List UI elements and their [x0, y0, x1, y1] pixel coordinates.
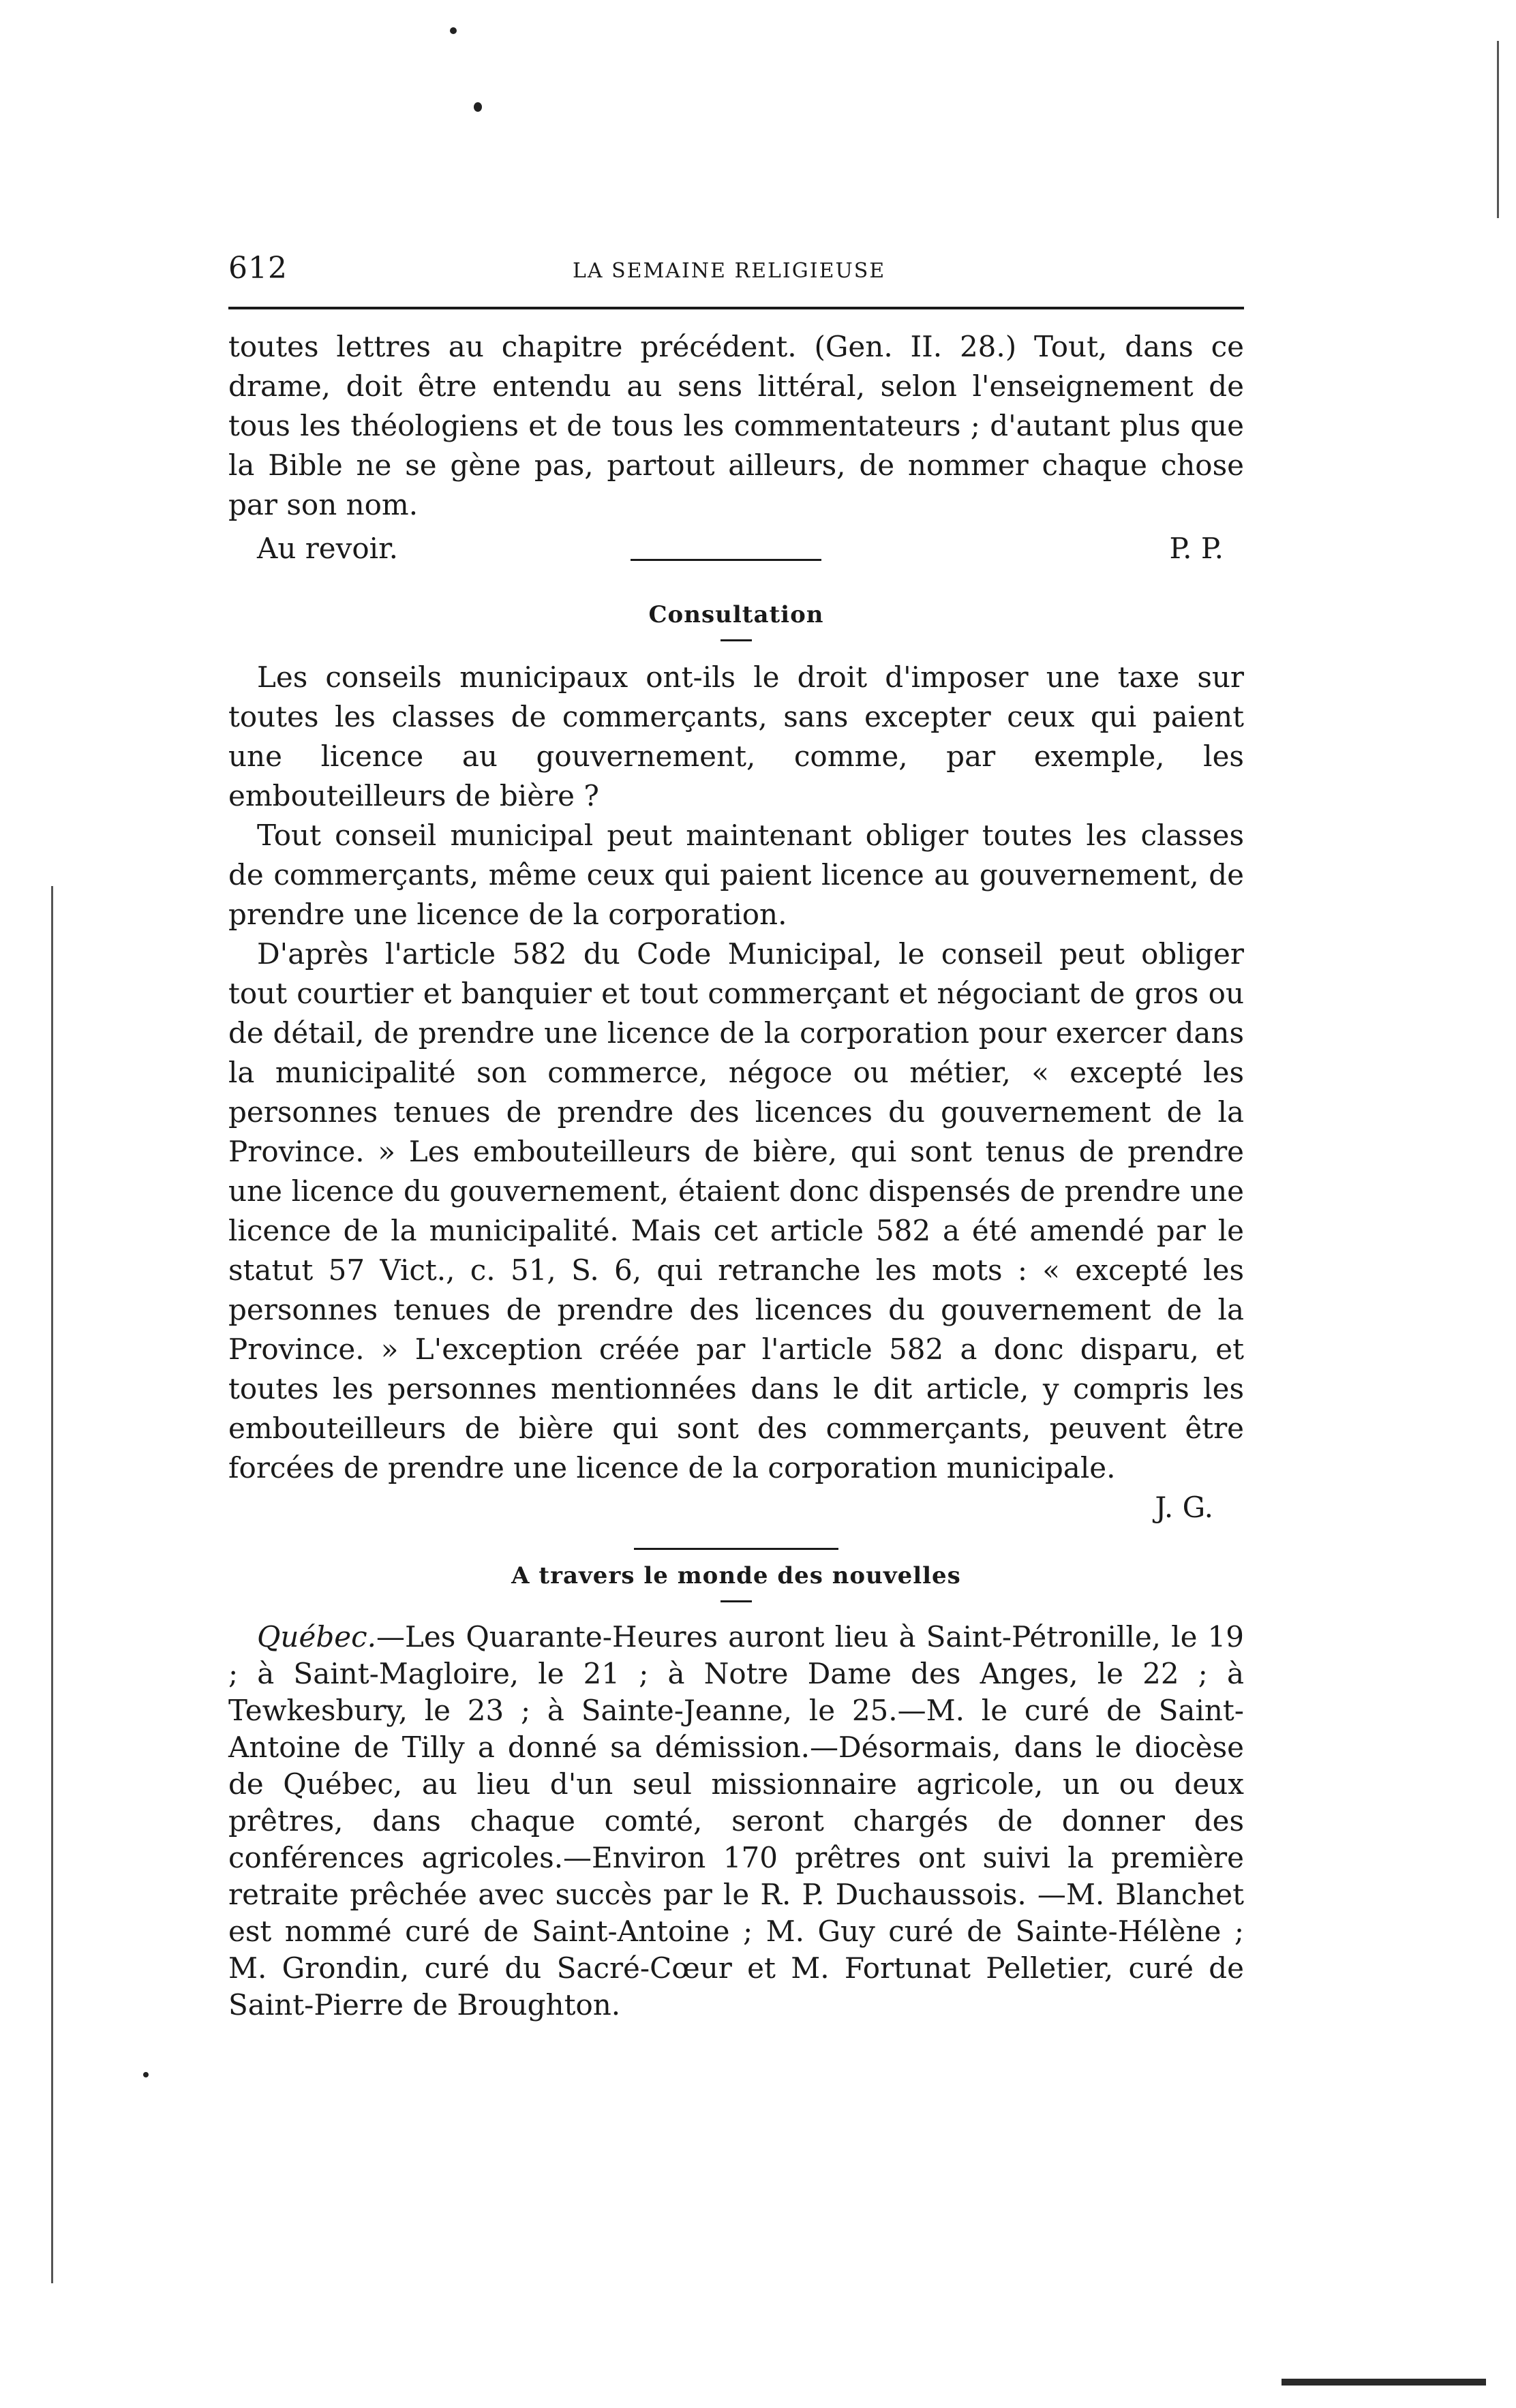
title-dash [721, 1600, 752, 1602]
scan-edge-bar [1282, 2379, 1486, 2386]
consultation-answer: D'après l'article 582 du Code Municipal, le conseil peut obliger tout courtier et banquier et tout commerçant et négociant de gros ou de détail, de prendre une licence de la corporation pour exercer dans la municipalité son commerce, négoce ou métier, « excepté les personnes tenues de prendre des licences du gouvernement de la Province. » Les embouteilleurs de bière, qui sont tenus de prendre une licence du gouvernement, étaient donc dispensés de prendre une licence de la municipalité. Mais cet article 582 a été amendé par le statut 57 Vict., c. 51, S. 6, qui retranche les mots : « excepté les personnes tenues de prendre des licences du gouvernement de la Province. » L'exception créée par l'article 582 a donc disparu, et toutes les personnes mentionnées dans le dit article, y compris les embouteilleurs de bière qui sont des commerçants, peuvent être forcées de prendre une licence de la corporation municipale. [228, 937, 1244, 1484]
scan-margin-line [51, 886, 53, 2283]
scan-margin-line [1497, 41, 1499, 218]
section-rule [631, 559, 821, 561]
intro-paragraph: toutes lettres au chapitre précédent. (Gen. II. 28.) Tout, dans ce drame, doit être entendu au sens littéral, selon l'enseignement de tous les théologiens et de tous les commentateurs ; d'autant plus que la Bible ne se gène pas, partout ailleurs, de nommer chaque chose par son nom. [228, 330, 1244, 521]
page-body [228, 327, 1244, 2024]
section-rule [634, 1548, 838, 1550]
signature: J. G. [1155, 1491, 1213, 1524]
page-header [228, 251, 1244, 292]
consultation-title: Consultation [648, 601, 824, 628]
news-section [228, 1619, 1244, 2024]
consultation-question: Les conseils municipaux ont-ils le droit d'imposer une taxe sur toutes les classes de commerçants, sans excepter ceux qui paient une licence au gouvernement, comme, par exemple, les embouteilleurs de bière ? [228, 660, 1244, 812]
news-place: Québec. [257, 1620, 376, 1653]
signature: P. P. [1169, 532, 1224, 565]
news-text: —Les Quarante-Heures auront lieu à Saint-Pétronille, le 19 ; à Saint-Magloire, le 21 ; à Notre Dame des Anges, le 22 ; à Tewkesbury, le 23 ; à Sainte-Jeanne, le 25.—M. le curé de Saint-Antoine de Tilly a donné sa démission.—Désormais, dans le diocèse de Québec, au lieu d'un seul missionnaire agricole, un ou deux prêtres, dans chaque comté, seront chargés de donner des conférences agricoles.—Environ 170 prêtres ont suivi la première retraite prêchée avec succès par le R. P. Duchaussois. —M. Blanchet est nommé curé de Saint-Antoine ; M. Guy curé de Sainte-Hélène ; M. Grondin, curé du Sacré-Cœur et M. Fortunat Pelletier, curé de Saint-Pierre de Broughton. [228, 1620, 1244, 2022]
header-rule [228, 307, 1244, 309]
page [228, 0, 1285, 2408]
consultation-answer: Tout conseil municipal peut maintenant obliger toutes les classes de commerçants, même ceux qui paient licence au gouvernement, de prendre une licence de la corporation. [228, 819, 1244, 931]
news-title: A travers le monde des nouvelles [511, 1562, 961, 1589]
page-number: 612 [228, 251, 288, 286]
ink-speck [143, 2072, 149, 2077]
intro-signoff [228, 529, 1244, 573]
running-head: LA SEMAINE RELIGIEUSE [573, 259, 886, 283]
closing-text: Au revoir. [257, 532, 398, 565]
news-paragraph [228, 1619, 1244, 2024]
title-dash [721, 639, 752, 641]
